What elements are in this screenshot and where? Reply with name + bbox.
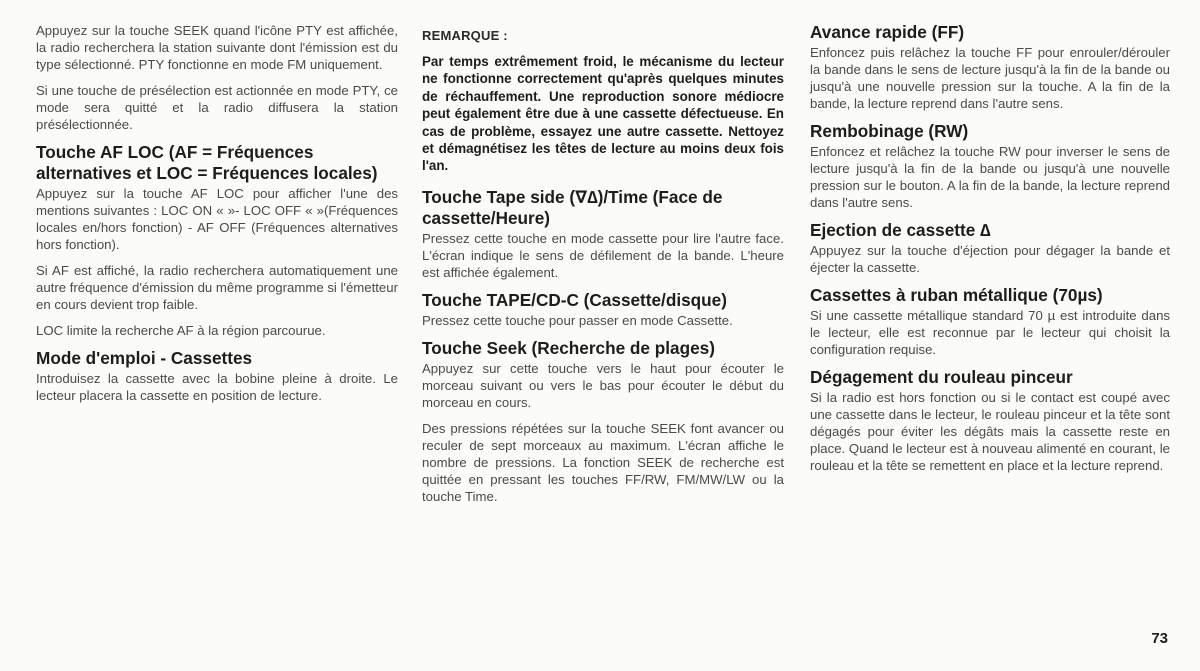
heading-rewind: Rembobinage (RW) — [810, 121, 969, 141]
heading-fast-forward: Avance rapide (FF) — [810, 22, 965, 42]
paragraph-seek-direction: Appuyez sur cette touche vers le haut pour écouter le morceau suivant ou vers le bas pour écouter le début du morceau en cours. — [422, 360, 784, 410]
column-middle — [422, 22, 784, 514]
paragraph-eject: Appuyez sur la touche d'éjection pour dégager la bande et éjecter la cassette. — [810, 243, 1170, 275]
heading-seek: Touche Seek (Recherche de plages) — [422, 337, 715, 358]
paragraph-af-auto: Si AF est affiché, la radio recherchera automatiquement une autre fréquence d'émission du même programme si l'émetteur en cours devient trop faible. — [36, 263, 398, 312]
paragraph-fast-forward: Enfoncez puis relâchez la touche FF pour enrouler/dérouler la bande dans le sens de lecture jusqu'à la fin de la bande ou jusqu'à une nouvelle pression sur la touche. A la fin de la bande, la lecture reprend dans l'autre sens. — [810, 45, 1170, 111]
heading-pinch-roller: Dégagement du rouleau pinceur — [810, 367, 1073, 387]
paragraph-tape-cd: Pressez cette touche pour passer en mode Cassette. — [422, 312, 733, 328]
paragraph-pinch-roller: Si la radio est hors fonction ou si le contact est coupé avec une cassette dans le lecteur, le rouleau pinceur et la tête sont dégagés pour éviter les dégâts mais la cassette reste en place. Quand le lecteur est à nouveau alimenté en courant, le rouleau et la tête se remettent en place et la lecture reprend. — [810, 390, 1170, 473]
page-number: 73 — [1151, 630, 1168, 647]
heading-cassette-usage: Mode d'emploi - Cassettes — [36, 348, 253, 368]
paragraph-loc-limit: LOC limite la recherche AF à la région parcourue. — [36, 323, 326, 338]
paragraph-cassette-insert: Introduisez la cassette avec la bobine pleine à droite. Le lecteur placera la cassette en position de lecture. — [36, 371, 398, 403]
paragraph-metal-tape: Si une cassette métallique standard 70 µ est introduite dans le lecteur, elle est reconnue par le lecteur qui choisit la configuration requise. — [810, 308, 1170, 357]
paragraph-pty-seek: Appuyez sur la touche SEEK quand l'icône PTY est affichée, la radio recherchera la station suivante dont l'émission est du type sélectionné. PTY fonctionne en mode FM uniquement. — [36, 23, 398, 72]
paragraph-af-loc-display: Appuyez sur la touche AF LOC pour afficher l'une des mentions suivantes : LOC ON « »- LOC OFF « »(Fréquences locales en/hors fonction) - AF OFF (Fréquences alternatives hors fonction). — [36, 186, 398, 252]
heading-tape-cd: Touche TAPE/CD-C (Cassette/disque) — [422, 289, 727, 310]
heading-metal-tape: Cassettes à ruban métallique (70µs) — [810, 285, 1103, 305]
note-body: Par temps extrêmement froid, le mécanisme du lecteur ne fonctionne correctement qu'après quelques minutes de réchauffement. Une reproduction sonore médiocre peut également être due à une cassette défectueuse. En cas de problème, essayez une autre cassette. Nettoyez et démagnétisez les têtes de lecture au moins deux fois l'an. — [422, 54, 784, 174]
paragraph-rewind: Enfoncez et relâchez la touche RW pour inverser le sens de lecture jusqu'à la fin de la bande ou jusqu'à une nouvelle pression sur le bouton. A la fin de la bande, la lecture reprend dans l'autre sens. — [810, 144, 1170, 210]
heading-af-loc: Touche AF LOC (AF = Fréquences alternatives et LOC = Fréquences locales) — [36, 142, 378, 183]
heading-eject: Ejection de cassette ∆ — [810, 220, 991, 240]
column-left — [36, 22, 398, 413]
note-label: REMARQUE : — [422, 28, 508, 43]
paragraph-seek-repeat: Des pressions répétées sur la touche SEEK font avancer ou reculer de sept morceaux au maximum. L'écran affiche le nombre de pressions. La fonction SEEK de recherche est quittée en pressant les touches FF/RW, FM/MW/LW ou la touche Time. — [422, 420, 784, 504]
paragraph-tape-side: Pressez cette touche en mode cassette pour lire l'autre face. L'écran indique le sens de défilement de la bande. L'heure est affichée également. — [422, 230, 784, 280]
heading-tape-side: Touche Tape side (∇∆)/Time (Face de cassette/Heure) — [422, 186, 723, 228]
column-right — [810, 22, 1170, 483]
paragraph-pty-preset: Si une touche de présélection est actionnée en mode PTY, ce mode sera quitté et la radio diffusera la station présélectionnée. — [36, 83, 398, 132]
